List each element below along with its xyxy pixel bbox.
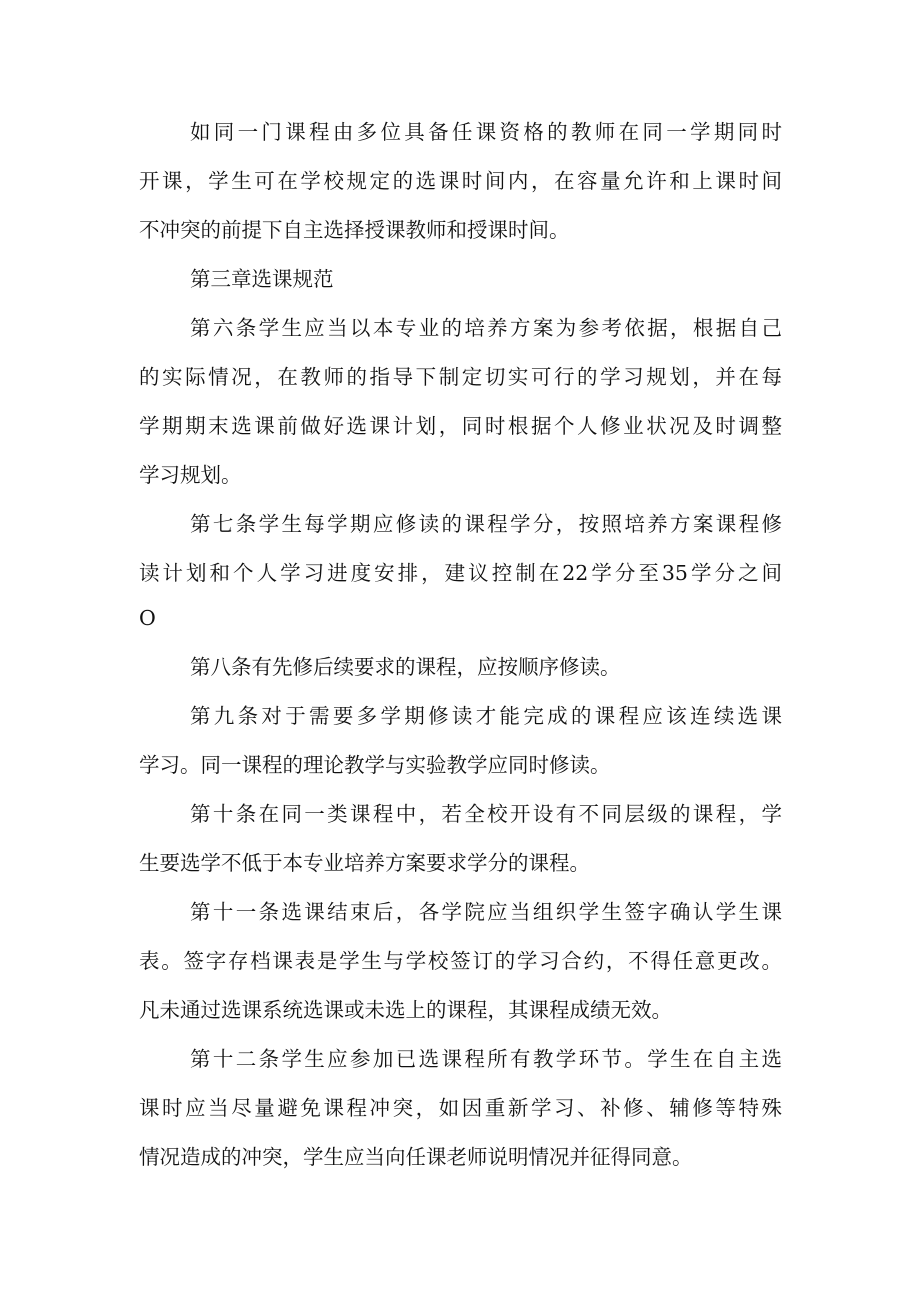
paragraph-line: 如同一门课程由多位具备任课资格的教师在同一学期同时 [190, 120, 782, 144]
paragraph-line: 情况造成的冲突，学生应当向任课老师说明情况并征得同意。 [139, 1145, 693, 1169]
paragraph-line: 不冲突的前提下自主选择授课教师和授课时间。 [139, 218, 570, 242]
paragraph-line: 的实际情况，在教师的指导下制定切实可行的学习规划，并在每 [139, 365, 782, 389]
paragraph-line: 第九条对于需要多学期修读才能完成的课程应该连续选课 [190, 704, 782, 728]
paragraph-line: 表。签字存档课表是学生与学校签订的学习合约，不得任意更改。 [139, 949, 782, 973]
paragraph-line: 生要选学不低于本专业培养方案要求学分的课程。 [139, 851, 590, 875]
paragraph-line: 第十条在同一类课程中，若全校开设有不同层级的课程，学 [190, 802, 782, 826]
paragraph-line: 读计划和个人学习进度安排，建议控制在22学分至35学分之间 [139, 561, 782, 585]
paragraph-line: 第六条学生应当以本专业的培养方案为参考依据，根据自己 [190, 316, 782, 340]
paragraph-line: 学习规划。 [139, 463, 242, 487]
paragraph-line: 第十二条学生应参加已选课程所有教学环节。学生在自主选 [190, 1047, 782, 1071]
paragraph-line: 开课，学生可在学校规定的选课时间内，在容量允许和上课时间 [139, 169, 782, 193]
paragraph-line: 第十一条选课结束后，各学院应当组织学生签字确认学生课 [190, 900, 782, 924]
paragraph-line: 学期期末选课前做好选课计划，同时根据个人修业状况及时调整 [139, 414, 782, 438]
paragraph-line: 第八条有先修后续要求的课程，应按顺序修读。 [190, 655, 621, 679]
paragraph-line: 学习。同一课程的理论教学与实验教学应同时修读。 [139, 753, 611, 777]
paragraph-line: 凡未通过选课系统选课或未选上的课程，其课程成绩无效。 [139, 998, 672, 1022]
paragraph-line: O [139, 606, 156, 630]
paragraph-line: 课时应当尽量避免课程冲突，如因重新学习、补修、辅修等特殊 [139, 1096, 782, 1120]
paragraph-line: 第七条学生每学期应修读的课程学分，按照培养方案课程修 [190, 512, 782, 536]
chapter-heading: 第三章选课规范 [190, 267, 334, 291]
